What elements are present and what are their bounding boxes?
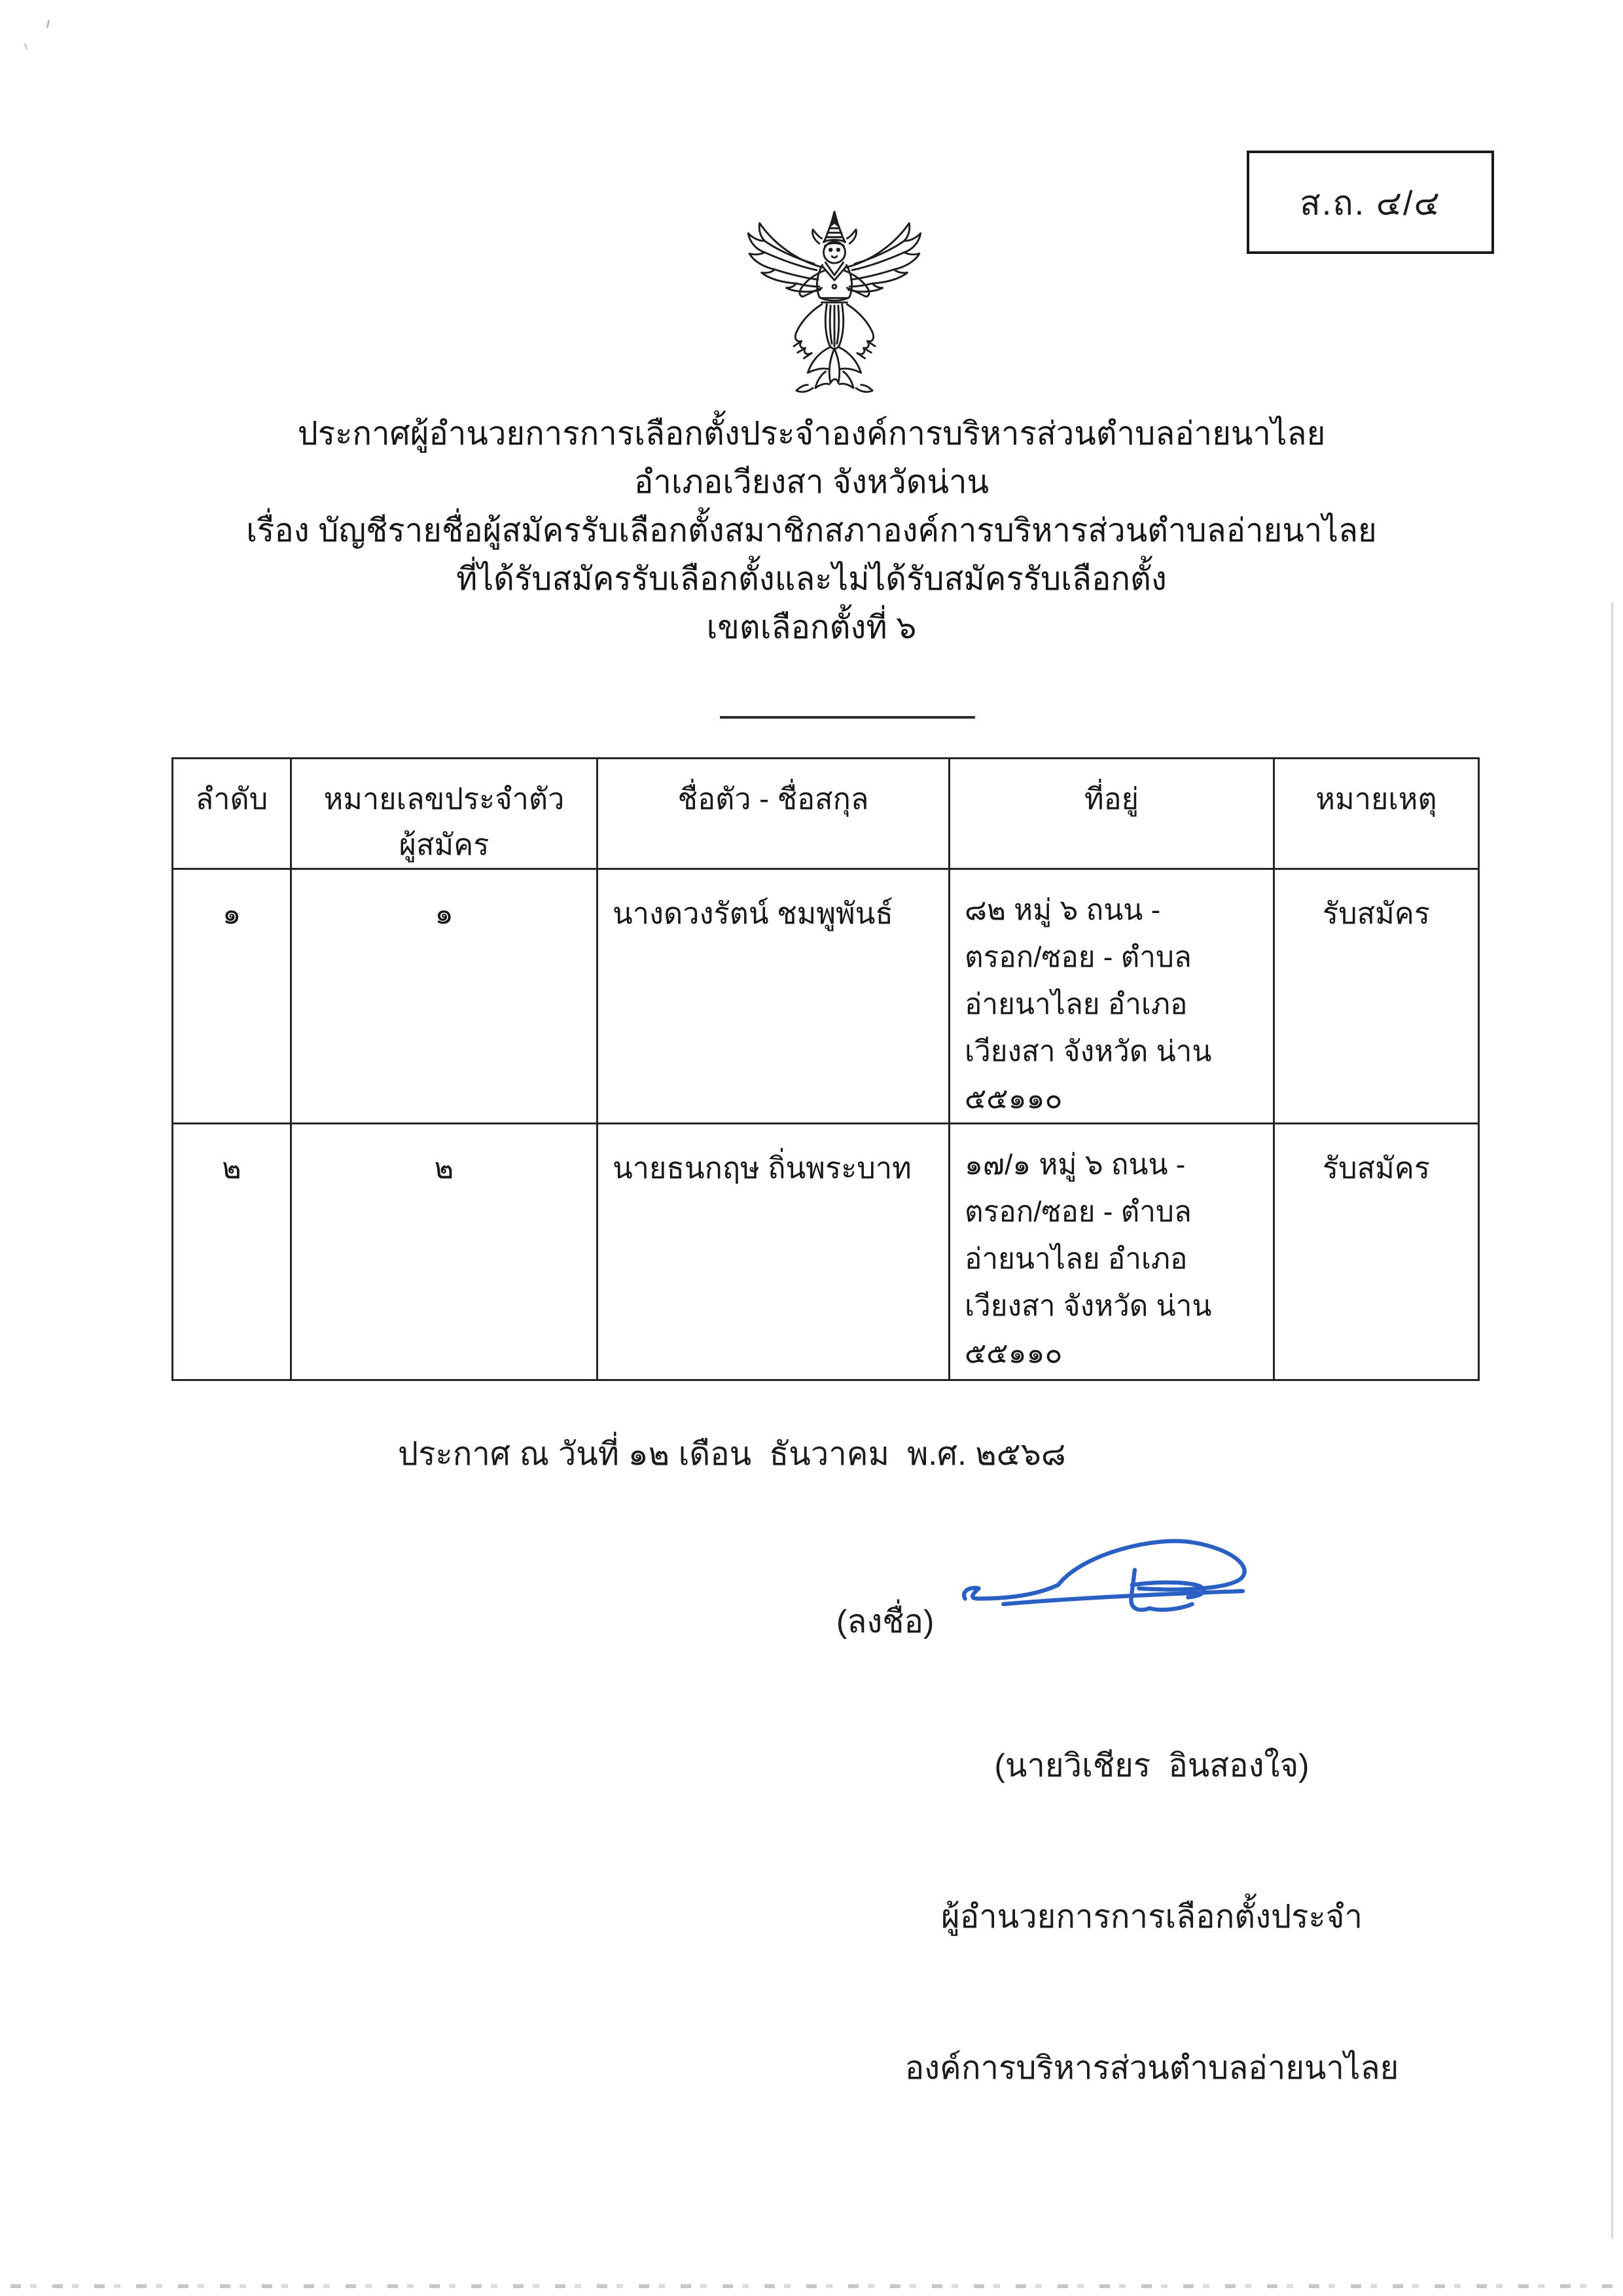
cell-address: ๘๒ หมู่ ๖ ถนน - ตรอก/ซอย - ตำบล อ่ายนาไลย อำเภอ เวียงสา จังหวัด น่าน ๕๕๑๑๐ — [950, 869, 1274, 1124]
header-order: ลำดับ — [173, 759, 291, 869]
cell-name: นายธนกฤษ ถิ่นพระบาท — [597, 1124, 950, 1380]
table-row — [173, 869, 1479, 1124]
signer-name: (นายวิเชียร อินสองใจ) — [994, 1748, 1310, 1784]
header-note: หมายเหตุ — [1274, 759, 1479, 869]
title-divider-line — [720, 716, 975, 719]
form-code-box — [1247, 151, 1494, 254]
table-row — [173, 1124, 1479, 1380]
scan-noise-strip — [10, 2284, 1613, 2288]
signer-identity-block — [851, 1640, 1453, 2195]
sign-here-label: (ลงชื่อ) — [836, 1604, 935, 1640]
title-line-3: เรื่อง บัญชีรายชื่อผู้สมัครรับเลือกตั้งสมาชิกสภาองค์การบริหารส่วนตำบลอ่ายนาไลย — [246, 513, 1377, 548]
header-candidate-number: หมายเลขประจำตัว ผู้สมัคร — [291, 759, 597, 869]
cell-name: นางดวงรัตน์ ชมพูพันธ์ — [597, 869, 950, 1124]
announcement-date-line: ประกาศ ณ วันที่ ๑๒ เดือน ธันวาคม พ.ศ. ๒๕๖๘ — [398, 1437, 1066, 1472]
cell-candidate-number: ๑ — [291, 869, 597, 1124]
document-title-block — [0, 410, 1623, 652]
cell-note: รับสมัคร — [1274, 869, 1479, 1124]
cell-address: ๑๗/๑ หมู่ ๖ ถนน - ตรอก/ซอย - ตำบล อ่ายนาไลย อำเภอ เวียงสา จังหวัด น่าน ๕๕๑๑๐ — [950, 1124, 1274, 1380]
signature-scribble — [955, 1529, 1257, 1637]
garuda-emblem-icon — [733, 204, 936, 404]
title-line-5: เขตเลือกตั้งที่ ๖ — [706, 610, 917, 645]
signer-title-line-1: ผู้อำนวยการการเลือกตั้งประจำ — [941, 1899, 1363, 1935]
cell-order: ๑ — [173, 869, 291, 1124]
title-line-1: ประกาศผู้อำนวยการการเลือกตั้งประจำองค์การบริหารส่วนตำบลอ่ายนาไลย — [297, 416, 1326, 452]
cell-order: ๒ — [173, 1124, 291, 1380]
signer-title-line-2: องค์การบริหารส่วนตำบลอ่ายนาไลย — [904, 2051, 1399, 2086]
header-name: ชื่อตัว - ชื่อสกุล — [597, 759, 950, 869]
cell-note: รับสมัคร — [1274, 1124, 1479, 1380]
scan-speck — [46, 20, 50, 28]
scan-speck — [24, 43, 28, 50]
form-code-text: ส.ถ. ๔/๔ — [1300, 184, 1441, 223]
title-line-2: อำเภอเวียงสา จังหวัดน่าน — [633, 465, 990, 500]
cell-candidate-number: ๒ — [291, 1124, 597, 1380]
scan-edge-artifact — [1611, 602, 1613, 2238]
header-address: ที่อยู่ — [950, 759, 1274, 869]
title-line-4: ที่ได้รับสมัครรับเลือกตั้งและไม่ได้รับสมัครรับเลือกตั้ง — [456, 562, 1167, 597]
table-header-row — [173, 759, 1479, 869]
candidate-table — [171, 757, 1480, 1381]
